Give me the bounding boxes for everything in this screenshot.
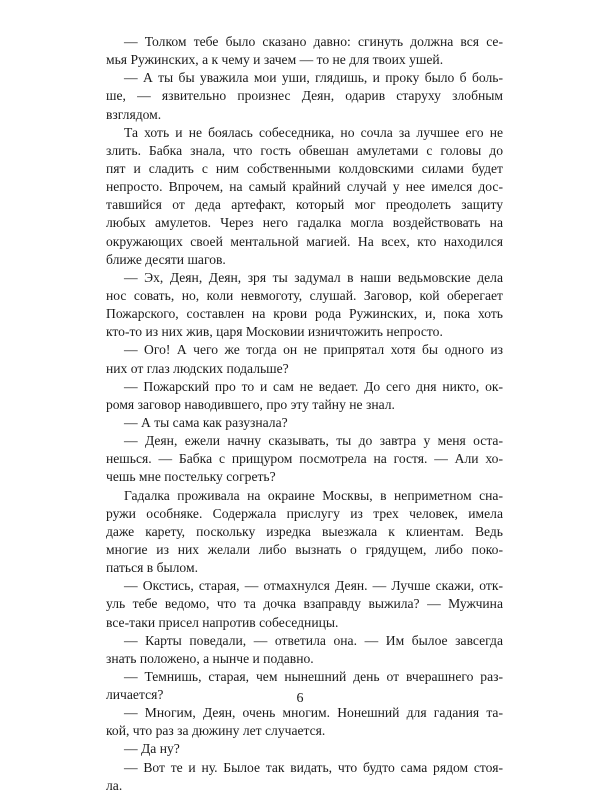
text-line: ружи особняке. Содержала прислугу из трех человек, имела	[106, 505, 503, 521]
text-line: — Пожарский про то и сам не ведает. До сего дня никто, ок-	[124, 378, 503, 394]
text-line: любых амулетов. Через него гадалка могла воздействовать на	[106, 215, 503, 231]
text-line: — Окстись, старая, — отмахнулся Деян. — Лучше скажи, отк-	[124, 578, 503, 594]
text-line: нешься. — Бабка с прищуром посмотрела на гостя. — Али хо-	[106, 451, 503, 467]
text-line: Гадалка проживала на окраине Москвы, в неприметном сна-	[124, 487, 503, 503]
text-line: паться в былом.	[106, 560, 198, 576]
text-line: — Толком тебе было сказано давно: сгинуть должна вся се-	[124, 34, 503, 49]
text-line: — Темнишь, старая, чем нынешний день от вчерашнего раз-	[124, 668, 503, 684]
text-line: — Деян, ежели начну сказывать, ты до завтра у меня оста-	[124, 433, 503, 449]
text-line: — Многим, Деян, очень многим. Нонешний для гадания та-	[124, 705, 503, 721]
text-line: личается?	[106, 687, 164, 703]
text-line: ше, — язвительно произнес Деян, одарив старуху злобным	[106, 88, 503, 104]
text-line: даже карету, поскольку изредка выезжала к клиентам. Ведь	[106, 523, 503, 539]
text-line: пят и сладить с ним собственными колдовскими силами будет	[106, 160, 503, 176]
text-line: тавшийся от деда артефакт, который мог преодолеть защиту	[106, 197, 503, 213]
text-line: многие из них желали либо вызнать о грядущем, либо поко-	[106, 541, 503, 557]
text-line: злить. Бабка знала, что гость обвешан амулетами с головы до	[106, 142, 503, 158]
text-line: — А ты сама как разузнала?	[124, 414, 288, 430]
text-line: ла.	[106, 777, 123, 793]
text-line: — Ого! А чего же тогда он не припрятал хотя бы одного из	[124, 342, 503, 358]
text-line: Та хоть и не боялась собеседника, но сочла за лучшее его не	[124, 124, 503, 140]
text-line: — А ты бы уважила мои уши, глядишь, и проку было б боль-	[124, 70, 503, 86]
text-line: непросто. Впрочем, на самый крайний случай у нее имелся дос-	[106, 179, 503, 195]
text-line: взглядом.	[106, 106, 162, 122]
text-line: чешь мне постельку согреть?	[106, 469, 276, 485]
text-line: нос совать, но, коли невмоготу, слушай. Заговор, кой оберегает	[106, 287, 503, 303]
text-line: ромя заговор наводившего, про эту тайну не знал.	[106, 396, 395, 412]
text-line: — Эх, Деян, Деян, зря ты задумал в наши ведьмовские дела	[124, 269, 503, 285]
text-line: них от глаз людских подальше?	[106, 360, 289, 376]
text-line: кой, что раз за дюжину лет случается.	[106, 723, 326, 739]
text-line: — Карты поведали, — ответила она. — Им былое завсегда	[124, 632, 503, 648]
text-line: Пожарского, составлен на крови рода Ружинских, и, пока хоть	[106, 306, 503, 322]
text-line: — Да ну?	[124, 741, 180, 757]
text-line: — Вот те и ну. Былое так видать, что будто сама рядом стоя-	[124, 759, 503, 775]
text-line: мья Ружинских, а к чему и зачем — то не для твоих ушей.	[106, 52, 444, 68]
text-line: знать положено, а нынче и подавно.	[106, 650, 314, 666]
text-line: кто-то из них жив, царя Московии изничтожить непросто.	[106, 324, 443, 340]
text-line: уль тебе ведомо, что та дочка взаправду выжила? — Мужчина	[106, 596, 503, 612]
page-text	[106, 33, 503, 795]
text-line: ближе десяти шагов.	[106, 251, 226, 267]
text-line: все-таки присел напротив собеседницы.	[106, 614, 339, 630]
text-line: окружающих своей ментальной магией. На всех, кто находился	[106, 233, 503, 249]
page-number: 6	[296, 691, 304, 706]
